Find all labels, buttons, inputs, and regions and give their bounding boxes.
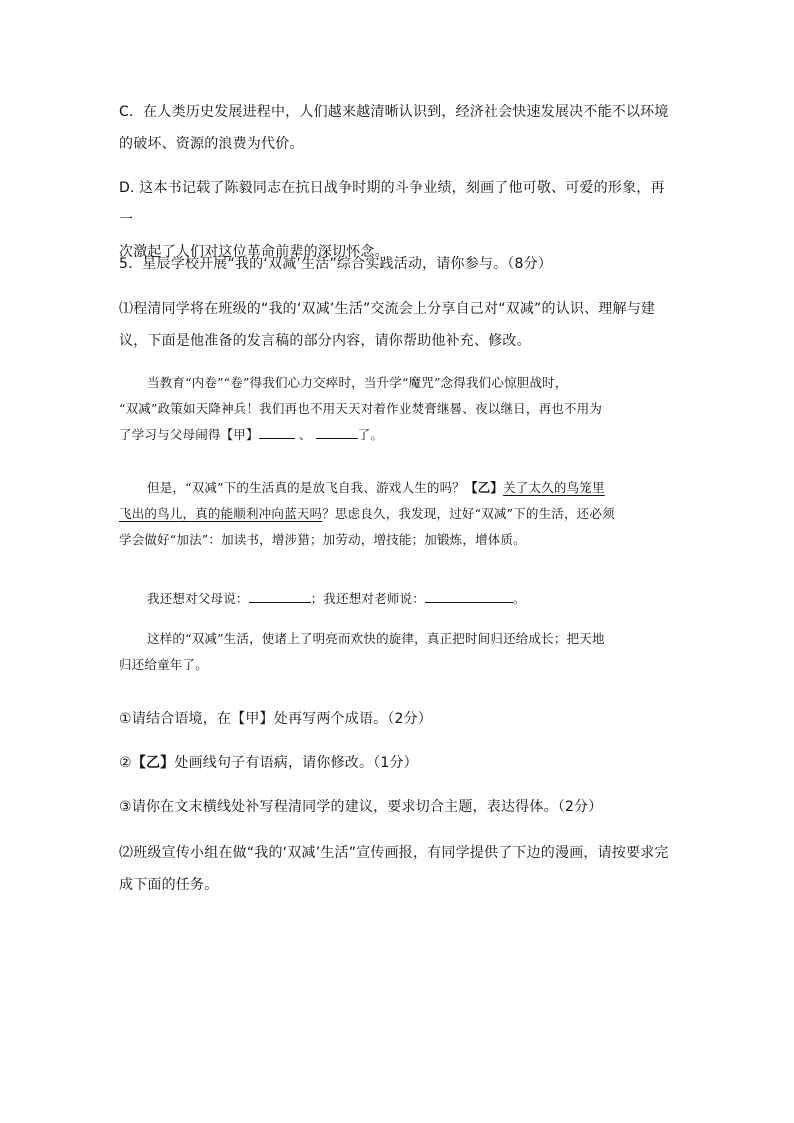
speech-paragraph-2 [119, 475, 675, 553]
mark-yi: 【乙】 [464, 480, 504, 495]
p3-end: 。 [512, 591, 526, 606]
task-3-text: ③请你在文末横线处补写程清同学的建议，要求切合主题，表达得体。（2分） [119, 799, 603, 815]
part1-line2: 议，下面是他准备的发言稿的部分内容，请你帮助他补充、修改。 [119, 333, 531, 349]
blank-parents[interactable] [249, 588, 311, 603]
question-5-title [119, 248, 675, 280]
task-1 [119, 703, 675, 735]
speech-p1-line3-text: 了学习与父母闹得【甲】 [119, 427, 259, 442]
speech-p4-line2: 归还给童年了。 [119, 657, 208, 672]
parents-prompt: 我还想对父母说： [147, 591, 249, 606]
part2-line1: ⑵班级宣传小组在做“我的‘双减’生活”宣传画报，有同学提供了下边的漫画，请按要求完 [119, 845, 669, 861]
part1-line1: ⑴程清同学将在班级的“我的‘双减’生活”交流会上分享自己对“双减”的认识、理解与建 [119, 301, 656, 317]
option-c-line1: C．在人类历史发展进程中，人们越来越清晰认识到，经济社会快速发展决不能不以环境 [119, 104, 669, 120]
separator: 、 [298, 427, 312, 442]
speech-p3-line [119, 586, 675, 612]
speech-paragraph-3 [119, 586, 675, 612]
speech-p4-line1: 这样的“双减”生活，使诸上了明亮而欢快的旋律，真正把时间归还给成长；把天地 [147, 631, 605, 646]
speech-p1-line3 [119, 422, 675, 448]
task-1-text: ①请结合语境，在【甲】处再写两个成语。（2分） [119, 711, 433, 727]
task-2-rest: 处画线句子有语病，请你修改。（1分） [174, 755, 418, 771]
option-c [119, 96, 675, 160]
teachers-prompt: ；我还想对老师说： [310, 591, 425, 606]
speech-paragraph-4 [119, 626, 675, 678]
speech-p2-line3: 学会做好“加法”：加读书，增涉猎；加劳动，增技能；加锻炼，增体质。 [119, 532, 526, 547]
question-5-part1 [119, 293, 675, 357]
speech-p2-line2-text: ？思虑良久，我发现，过好“双减”下的生活，还必须 [322, 506, 615, 521]
speech-p1-line1: 当教育“内卷”“卷”得我们心力交瘁时，当升学“魔咒”念得我们心惊胆战时， [147, 375, 568, 390]
underlined-sentence-part1: 关了太久的鸟笼里 [503, 480, 605, 495]
task-2-number: ② [119, 755, 132, 771]
question-5-part2 [119, 837, 675, 901]
underlined-sentence-part2: 飞出的鸟儿，真的能顺利冲向蓝天吗 [119, 506, 323, 521]
speech-p2-line1 [119, 475, 675, 501]
speech-paragraph-1 [119, 370, 675, 448]
speech-p1-line2: “双减”政策如天降神兵！我们再也不用天天对着作业焚膏继晷、夜以继日，再也不用为 [119, 401, 603, 416]
part2-line2: 成下面的任务。 [119, 877, 219, 893]
blank-jia-1[interactable] [259, 424, 295, 439]
task-2-text [119, 747, 675, 779]
speech-p1-line3-end: 了。 [357, 427, 384, 442]
speech-p2-line1-text: 但是，“双减”下的生活真的是放飞自我、游戏人生的吗？ [147, 480, 465, 495]
option-d-line2: 次激起了人们对这位革命前辈的深切怀念。 [119, 244, 389, 260]
task-3 [119, 791, 675, 823]
option-d-line1: D. 这本书记载了陈毅同志在抗日战争时期的斗争业绩，刻画了他可敬、可爱的形象，再一 [119, 180, 665, 228]
blank-teachers[interactable] [425, 588, 513, 603]
option-c-line2: 的破坏、资源的浪费为代价。 [119, 136, 304, 152]
task-2-mark: 【乙】 [131, 755, 175, 771]
task-2 [119, 747, 675, 779]
blank-jia-2[interactable] [316, 424, 358, 439]
question-5-title-text: 5．星辰学校开展“我的‘双减’生活”综合实践活动，请你参与。（8分） [119, 256, 553, 272]
speech-p2-line2 [119, 501, 675, 527]
